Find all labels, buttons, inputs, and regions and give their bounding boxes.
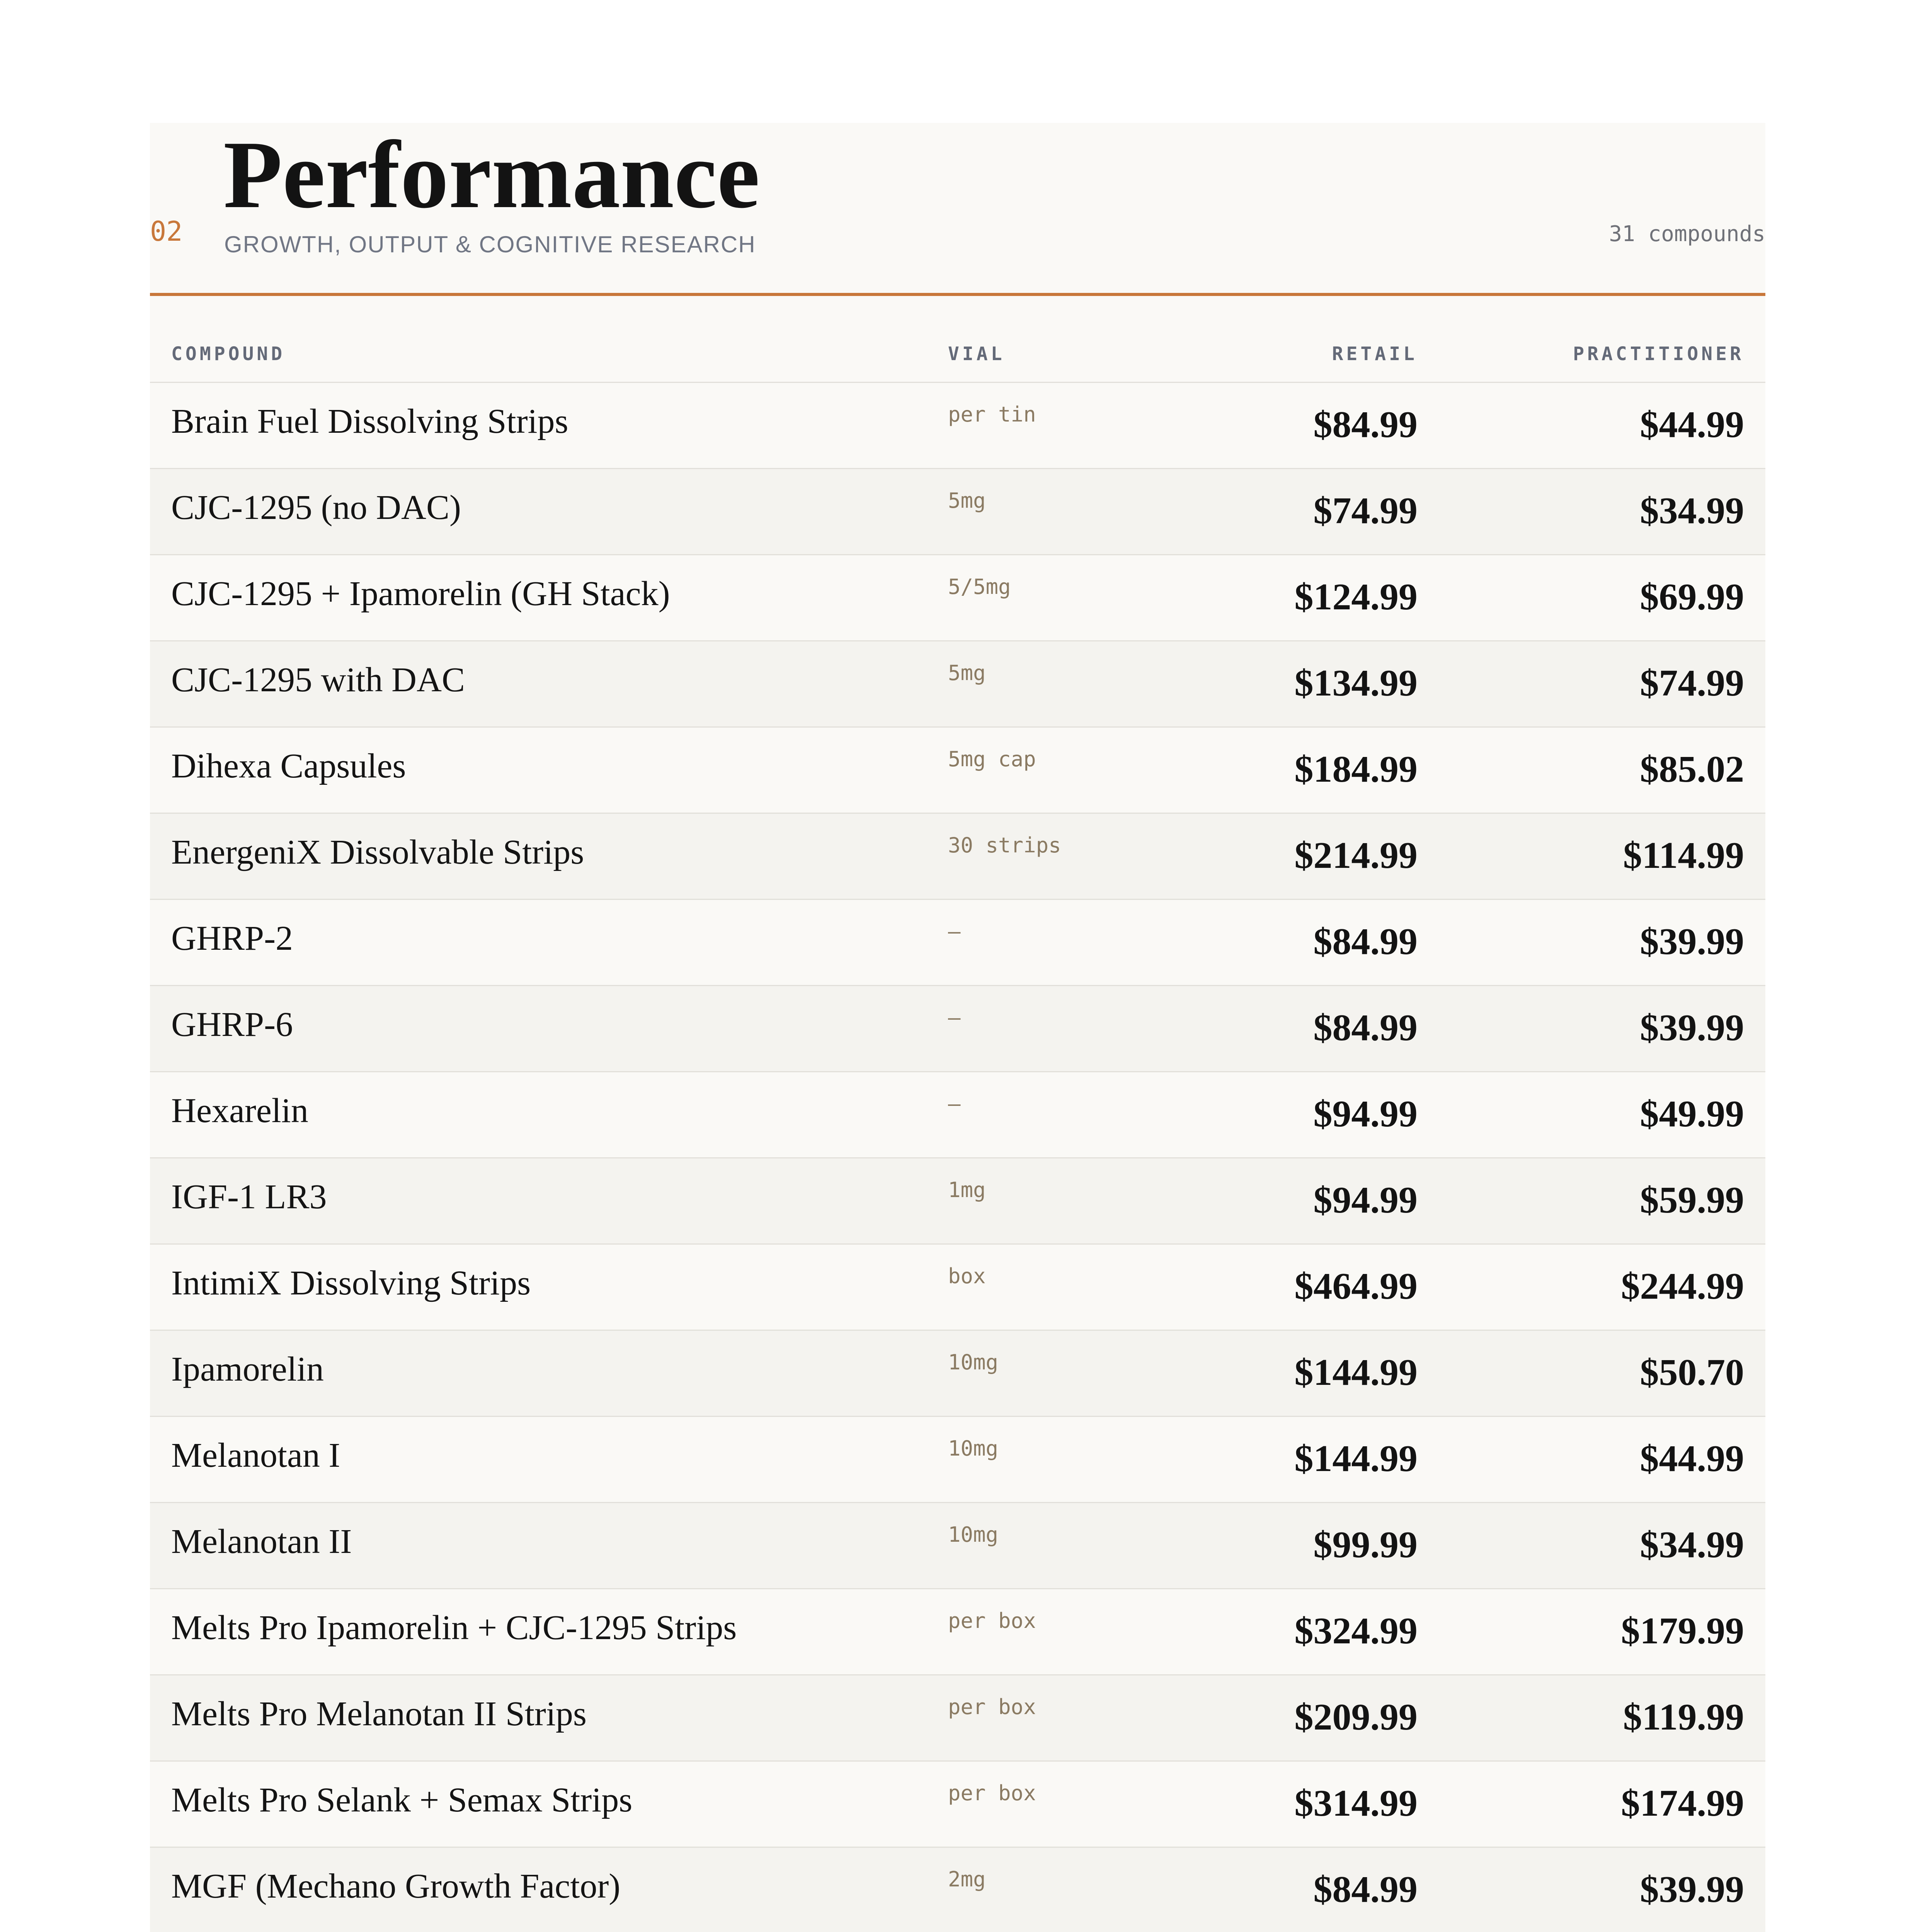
compound-name: Dihexa Capsules: [171, 747, 406, 785]
vial-size: 2mg: [948, 1867, 986, 1891]
retail-price: $74.99: [1313, 490, 1418, 532]
table-row: [150, 1589, 1765, 1675]
table-row: [150, 1417, 1765, 1503]
table-row: [150, 1158, 1765, 1245]
section-divider: [150, 293, 1765, 296]
vial-size: —: [948, 919, 961, 944]
practitioner-price: $69.99: [1640, 576, 1744, 618]
table-row: [150, 383, 1765, 469]
compound-name: CJC-1295 + Ipamorelin (GH Stack): [171, 575, 670, 613]
performance-section: [150, 123, 1765, 1932]
retail-price: $94.99: [1313, 1093, 1418, 1135]
retail-price: $84.99: [1313, 1007, 1418, 1049]
vial-size: 30 strips: [948, 833, 1061, 857]
vial-size: 10mg: [948, 1436, 999, 1461]
practitioner-price: $85.02: [1640, 748, 1744, 790]
compound-name: MGF (Mechano Growth Factor): [171, 1867, 621, 1905]
compound-name: GHRP-6: [171, 1005, 293, 1044]
retail-price: $209.99: [1294, 1696, 1418, 1738]
compound-name: Melanotan II: [171, 1522, 352, 1561]
practitioner-price: $174.99: [1621, 1782, 1744, 1824]
vial-size: 1mg: [948, 1178, 986, 1202]
retail-price: $99.99: [1313, 1524, 1418, 1566]
table-header: [150, 297, 1765, 383]
table-row: [150, 555, 1765, 641]
vial-size: per box: [948, 1781, 1036, 1805]
vial-size: 5mg: [948, 661, 986, 685]
retail-price: $134.99: [1294, 662, 1418, 704]
vial-size: —: [948, 1092, 961, 1116]
table-row: [150, 814, 1765, 900]
compound-name: Melanotan I: [171, 1436, 340, 1475]
practitioner-price: $44.99: [1640, 404, 1744, 446]
practitioner-price: $50.70: [1640, 1352, 1744, 1393]
vial-size: —: [948, 1005, 961, 1030]
vial-size: 10mg: [948, 1522, 999, 1547]
practitioner-price: $39.99: [1640, 1869, 1744, 1910]
practitioner-price: $44.99: [1640, 1438, 1744, 1480]
retail-price: $84.99: [1313, 1869, 1418, 1910]
table-row: [150, 900, 1765, 986]
table-row: [150, 1675, 1765, 1762]
practitioner-price: $59.99: [1640, 1179, 1744, 1221]
retail-price: $214.99: [1294, 835, 1418, 876]
vial-size: per tin: [948, 402, 1036, 427]
compound-name: EnergeniX Dissolvable Strips: [171, 833, 584, 871]
practitioner-price: $119.99: [1623, 1696, 1744, 1738]
retail-price: $184.99: [1294, 748, 1418, 790]
vial-size: per box: [948, 1695, 1036, 1719]
practitioner-price: $74.99: [1640, 662, 1744, 704]
table-row: [150, 986, 1765, 1072]
practitioner-price: $114.99: [1623, 835, 1744, 876]
compound-name: CJC-1295 (no DAC): [171, 488, 461, 527]
practitioner-price: $179.99: [1621, 1610, 1744, 1652]
retail-price: $84.99: [1313, 921, 1418, 963]
compound-name: Ipamorelin: [171, 1350, 324, 1388]
retail-price: $144.99: [1294, 1352, 1418, 1393]
table-row: [150, 1503, 1765, 1589]
practitioner-price: $244.99: [1621, 1265, 1744, 1307]
vial-size: per box: [948, 1609, 1036, 1633]
table-row: [150, 469, 1765, 555]
table-row: [150, 1245, 1765, 1331]
price-table-body: [150, 383, 1765, 1932]
retail-price: $124.99: [1294, 576, 1418, 618]
table-row: [150, 1848, 1765, 1932]
vial-size: 10mg: [948, 1350, 999, 1374]
table-row: [150, 728, 1765, 814]
retail-price: $84.99: [1313, 404, 1418, 446]
vial-size: 5/5mg: [948, 575, 1011, 599]
vial-size: box: [948, 1264, 986, 1288]
retail-price: $144.99: [1294, 1438, 1418, 1480]
table-row: [150, 641, 1765, 728]
retail-price: $324.99: [1294, 1610, 1418, 1652]
compound-name: Hexarelin: [171, 1092, 308, 1130]
table-row: [150, 1331, 1765, 1417]
vial-size: 5mg cap: [948, 747, 1036, 771]
compound-name: Brain Fuel Dissolving Strips: [171, 402, 568, 440]
compound-name: Melts Pro Ipamorelin + CJC-1295 Strips: [171, 1609, 737, 1647]
practitioner-price: $39.99: [1640, 921, 1744, 963]
vial-size: 5mg: [948, 488, 986, 513]
compound-name: Melts Pro Selank + Semax Strips: [171, 1781, 633, 1819]
retail-price: $314.99: [1294, 1782, 1418, 1824]
section-number: 02: [150, 216, 183, 247]
header-vial: VIAL: [948, 343, 1005, 365]
compound-name: GHRP-2: [171, 919, 293, 957]
practitioner-price: $39.99: [1640, 1007, 1744, 1049]
section-subtitle: GROWTH, OUTPUT & COGNITIVE RESEARCH: [224, 231, 756, 257]
section-title: Performance: [223, 121, 760, 228]
retail-price: $94.99: [1313, 1179, 1418, 1221]
header-practitioner: PRACTITIONER: [1573, 343, 1744, 365]
compound-name: IntimiX Dissolving Strips: [171, 1264, 531, 1302]
compound-name: CJC-1295 with DAC: [171, 661, 465, 699]
compound-count: 31 compounds: [1609, 221, 1765, 247]
header-retail: RETAIL: [1332, 343, 1418, 365]
practitioner-price: $49.99: [1640, 1093, 1744, 1135]
table-row: [150, 1762, 1765, 1848]
header-compound: COMPOUND: [171, 343, 286, 365]
practitioner-price: $34.99: [1640, 1524, 1744, 1566]
table-row: [150, 1072, 1765, 1158]
compound-name: Melts Pro Melanotan II Strips: [171, 1695, 587, 1733]
compound-name: IGF-1 LR3: [171, 1178, 327, 1216]
retail-price: $464.99: [1294, 1265, 1418, 1307]
practitioner-price: $34.99: [1640, 490, 1744, 532]
